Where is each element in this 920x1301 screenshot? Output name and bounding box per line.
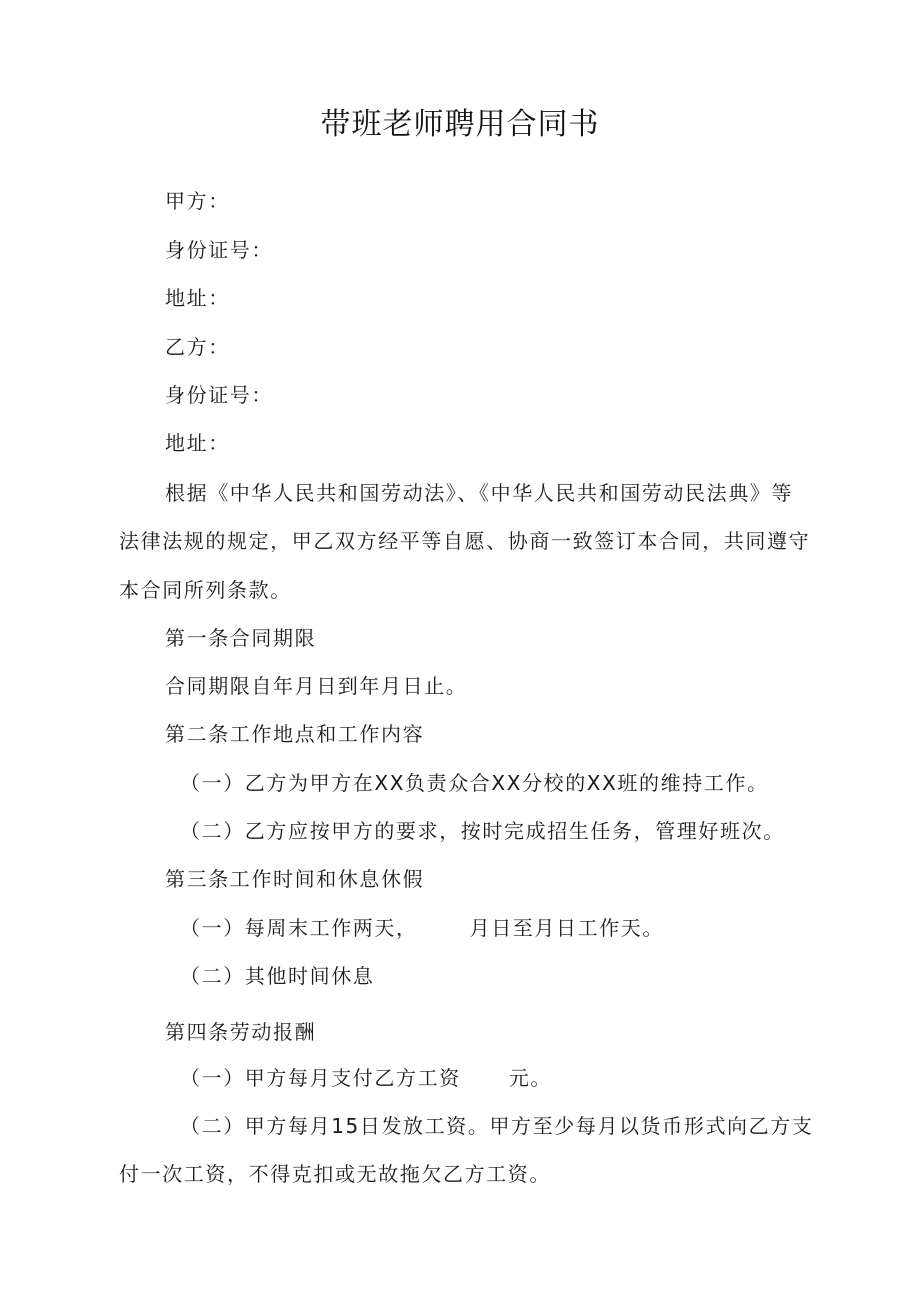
- party-b-address-label: 地址：: [165, 431, 230, 455]
- preamble-line-2: 法律法规的规定，甲乙双方经平等自愿、协商一致签订本合同，共同遵守: [119, 529, 811, 553]
- preamble-line-3: 本合同所列条款。: [119, 578, 292, 602]
- article-4-item-1-part-b: 元。: [508, 1066, 553, 1090]
- article-2-heading: 第二条工作地点和工作内容: [165, 722, 425, 746]
- article-3-item-1: [180, 914, 664, 942]
- article-3-item-1-part-b: 月日至月日工作天。: [469, 916, 665, 940]
- article-1-text: 合同期限自年月日到年月日止。: [165, 674, 468, 698]
- article-2-item-1: （一）乙方为甲方在XX负责众合XX分校的XX班的维持工作。: [180, 771, 769, 795]
- party-a-id-label: 身份证号：: [165, 238, 273, 262]
- article-4-item-2-line-2: 付一次工资，不得克扣或无故拖欠乙方工资。: [119, 1162, 551, 1186]
- party-b-label: 乙方：: [165, 335, 230, 359]
- party-b-id-label: 身份证号：: [165, 383, 273, 407]
- article-2-item-2: （二）乙方应按甲方的要求，按时完成招生任务，管理好班次。: [180, 819, 785, 843]
- party-a-label: 甲方：: [165, 189, 230, 213]
- article-4-heading: 第四条劳动报酬: [165, 1020, 317, 1044]
- party-a-address-label: 地址：: [165, 286, 230, 310]
- document-title: 带班老师聘用合同书: [320, 107, 600, 142]
- article-3-item-1-part-a: （一）每周末工作两天，: [180, 916, 418, 940]
- article-1-heading: 第一条合同期限: [165, 626, 317, 650]
- preamble-line-1: 根据《中华人民共和国劳动法》、《中华人民共和国劳动民法典》等: [165, 481, 793, 505]
- article-4-item-2-line-1: （二）甲方每月15日发放工资。甲方至少每月以货币形式向乙方支: [180, 1114, 814, 1138]
- article-4-item-1: [180, 1064, 552, 1092]
- article-3-heading: 第三条工作时间和休息休假: [165, 867, 425, 891]
- article-3-item-2: （二）其他时间休息: [180, 964, 375, 988]
- article-4-item-1-part-a: （一）甲方每月支付乙方工资: [180, 1066, 461, 1090]
